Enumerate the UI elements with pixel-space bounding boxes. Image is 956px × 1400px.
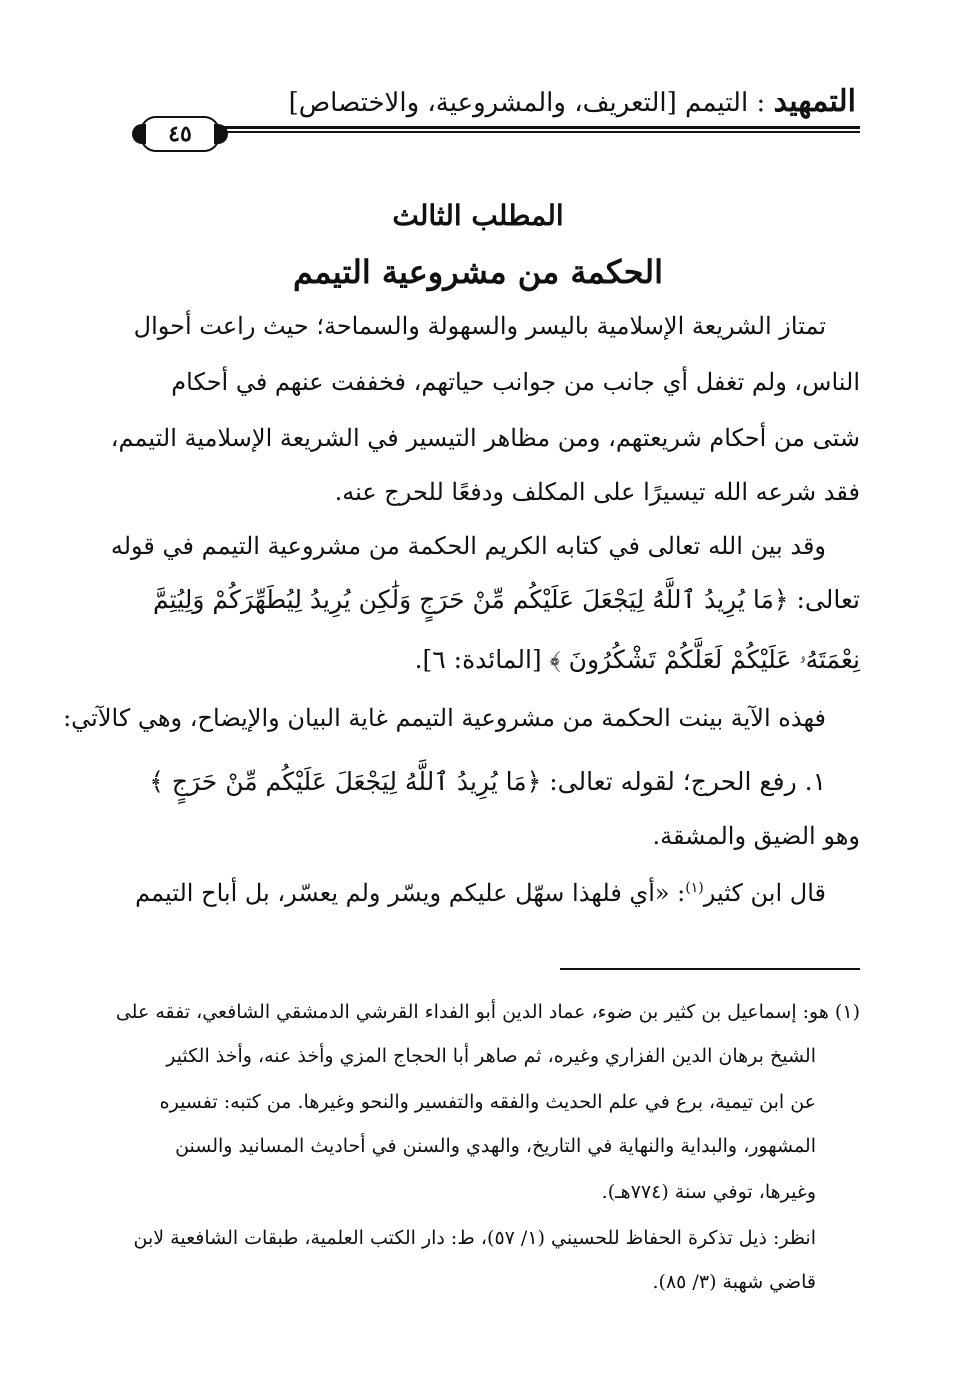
paragraph-line: وهو الضيق والمشقة.	[652, 822, 860, 850]
main-title: الحكمة من مشروعية التيمم	[293, 253, 663, 291]
paragraph-line	[96, 868, 826, 913]
footnote-line: قاضي شهبة (٣/ ٨٥).	[652, 1271, 816, 1293]
footnote-line: انظر: ذيل تذكرة الحفاظ للحسيني (١/ ٥٧)، ط: دار الكتب العلمية، طبقات الشافعية لابن	[133, 1227, 816, 1249]
running-header	[136, 84, 856, 121]
chapter-word: التمهيد	[773, 84, 856, 119]
paragraph-line: وقد بين الله تعالى في كتابه الكريم الحكمة من مشروعية التيمم في قوله	[110, 532, 826, 560]
footnote-line: المشهور، والبداية والنهاية في التاريخ، والهدي والسنن في أحاديث المسانيد والسنن	[175, 1135, 816, 1157]
chapter-subtitle: : التيمم [التعريف، والمشروعية، والاختصاص]	[288, 88, 766, 118]
page-number-badge	[140, 116, 220, 152]
footnote-separator	[560, 968, 860, 970]
footnote-line: (١) هو: إسماعيل بن كثير بن ضوء، عماد الدين أبو الفداء القرشي الدمشقي الشافعي، تفقه على	[115, 1001, 860, 1023]
page-number: ٤٥	[168, 121, 192, 147]
paragraph-line: شتى من أحكام شريعتهم، ومن مظاهر التيسير في الشريعة الإسلامية التيمم،	[110, 424, 860, 452]
list-item-line: ١. رفع الحرج؛ لقوله تعالى: ﴿مَا يُرِيدُ ٱللَّهُ لِيَجْعَلَ عَلَيْكُم مِّنْ حَرَجٍ ﴾	[149, 767, 826, 796]
paragraph-line: الناس، ولم تغفل أي جانب من جوانب حياتهم، فخففت عنهم في أحكام	[171, 368, 860, 396]
paragraph-line: فقد شرعه الله تيسيرًا على المكلف ودفعًا للحرج عنه.	[334, 478, 860, 506]
quote-attribution: قال ابن كثير	[703, 879, 826, 907]
footnote-line: وغيرها، توفي سنة (٧٧٤هـ).	[601, 1181, 816, 1203]
header-rule	[210, 126, 860, 134]
paragraph-line: فهذه الآية بينت الحكمة من مشروعية التيمم غاية البيان والإيضاح، وهي كالآتي:	[63, 704, 826, 732]
footnote-line: عن ابن تيمية، برع في علم الحديث والفقه والتفسير والنحو وغيرها. من كتبه: تفسيره	[159, 1091, 816, 1113]
quran-verse-line: تعالى: ﴿مَا يُرِيدُ ٱللَّهُ لِيَجْعَلَ عَلَيْكُم مِّنْ حَرَجٍ وَلَٰكِن يُرِيدُ لِيُطَهِّرَكُمْ وَلِيُتِمَّ	[153, 585, 860, 614]
quote-text: : «أي فلهذا سهّل عليكم ويسّر ولم يعسّر، بل أباح التيمم	[135, 879, 686, 907]
section-title: المطلب الثالث	[392, 199, 564, 232]
footnote-line: الشيخ برهان الدين الفزاري وغيره، ثم صاهر أبا الحجاج المزي وأخذ عنه، وأخذ الكثير	[166, 1045, 816, 1067]
paragraph-line: تمتاز الشريعة الإسلامية باليسر والسهولة والسماحة؛ حيث راعت أحوال	[133, 312, 826, 340]
footnote-marker[interactable]: (١)	[685, 880, 704, 896]
quran-verse-line: نِعْمَتَهُۥ عَلَيْكُمْ لَعَلَّكُمْ تَشْكُرُونَ ﴾ [المائدة: ٦].	[414, 645, 860, 674]
